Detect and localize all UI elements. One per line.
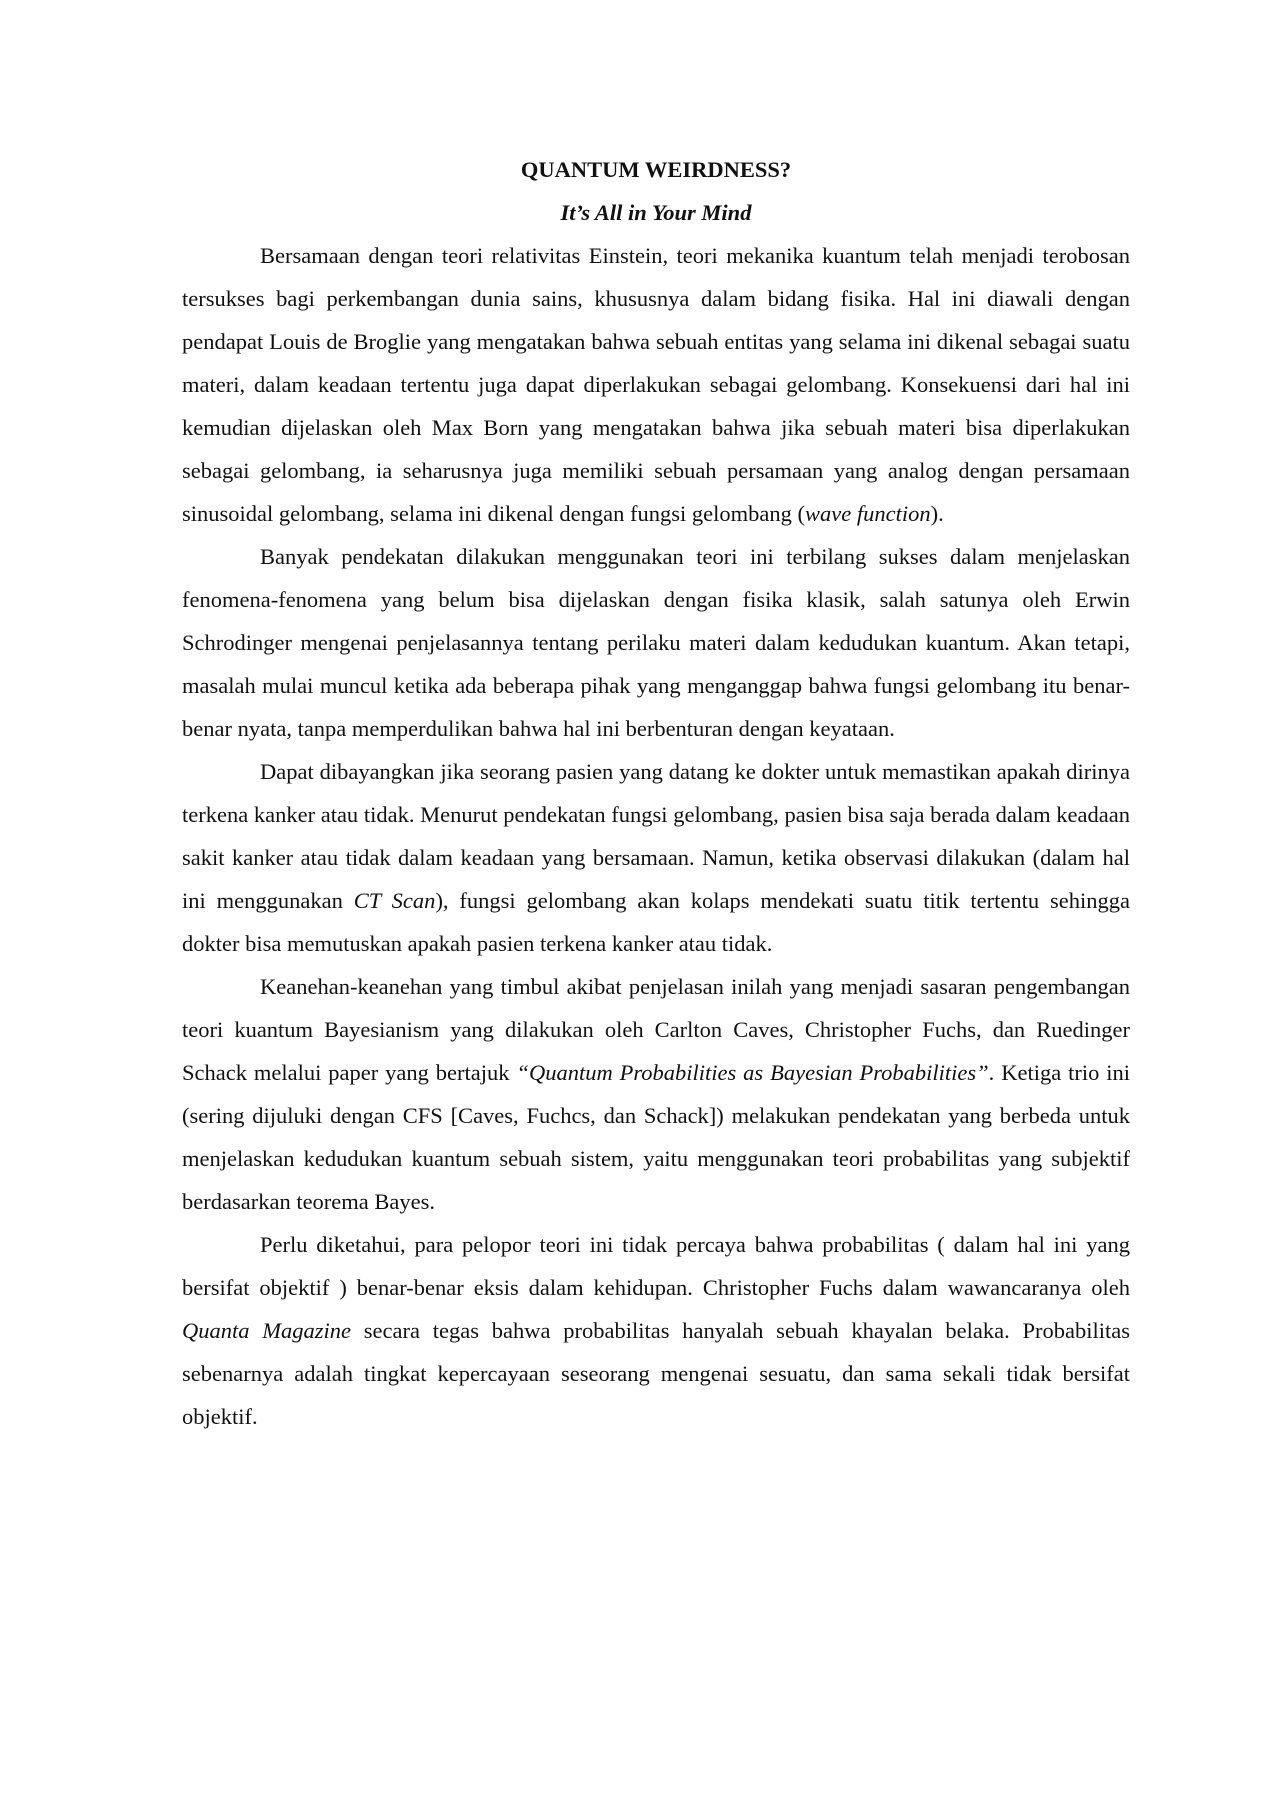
document-subtitle: It’s All in Your Mind xyxy=(560,200,752,225)
paragraph-2 xyxy=(182,535,1130,750)
document-body xyxy=(182,148,1130,1438)
paragraph-3 xyxy=(182,750,1130,965)
paragraph-1-text-a: Bersamaan dengan teori relativitas Einstein, teori mekanika kuantum telah menjadi terobosan tersukses bagi perkembangan dunia sains, khususnya dalam bidang fisika. Hal ini diawali dengan pendapat Louis de Broglie yang mengatakan bahwa sebuah entitas yang selama ini dikenal sebagai suatu materi, dalam keadaan tertentu juga dapat diperlakukan sebagai gelombang. Konsekuensi dari hal ini kemudian dijelaskan oleh Max Born yang mengatakan bahwa jika sebuah materi bisa diperlakukan sebagai gelombang, ia seharusnya juga memiliki sebuah persamaan yang analog dengan persamaan sinusoidal gelombang, selama ini dikenal dengan fungsi gelombang ( xyxy=(182,243,1130,526)
paragraph-4-text-a: Keanehan-keanehan yang timbul akibat penjelasan inilah yang menjadi sasaran pengembangan teori kuantum Bayesianism yang dilakukan oleh Carlton Caves, Christopher Fuchs, dan Ruedinger Schack melalui paper yang bertajuk xyxy=(182,974,1130,1085)
paragraph-2-text: Banyak pendekatan dilakukan menggunakan teori ini terbilang sukses dalam menjelaskan fenomena-fenomena yang belum bisa dijelaskan dengan fisika klasik, salah satunya oleh Erwin Schrodinger mengenai penjelasannya tentang perilaku materi dalam kedudukan kuantum. Akan tetapi, masalah mulai muncul ketika ada beberapa pihak yang menganggap bahwa fungsi gelombang itu benar-benar nyata, tanpa memperdulikan bahwa hal ini berbenturan dengan keyataan. xyxy=(182,544,1130,741)
paragraph-5-text-a: Perlu diketahui, para pelopor teori ini tidak percaya bahwa probabilitas ( dalam hal ini yang bersifat objektif ) benar-benar eksis dalam kehidupan. Christopher Fuchs dalam wawancaranya oleh xyxy=(182,1232,1130,1300)
paragraph-4-text-b: . Ketiga trio ini (sering dijuluki dengan CFS [Caves, Fuchcs, dan Schack]) melakukan pendekatan yang berbeda untuk menjelaskan kedudukan kuantum sebuah sistem, yaitu menggunakan teori probabilitas yang subjektif berdasarkan teorema Bayes. xyxy=(182,1060,1130,1214)
paragraph-3-text-a: Dapat dibayangkan jika seorang pasien yang datang ke dokter untuk memastikan apakah dirinya terkena kanker atau tidak. Menurut pendekatan fungsi gelombang, pasien bisa saja berada dalam keadaan sakit kanker atau tidak dalam keadaan yang bersamaan. Namun, ketika observasi dilakukan (dalam hal ini menggunakan xyxy=(182,759,1130,913)
paragraph-3-italic: CT Scan xyxy=(353,888,436,913)
paragraph-5-text-b: secara tegas bahwa probabilitas hanyalah sebuah khayalan belaka. Probabilitas sebenarnya adalah tingkat kepercayaan seseorang mengenai sesuatu, dan sama sekali tidak bersifat objektif. xyxy=(182,1318,1130,1429)
paragraph-1 xyxy=(182,234,1130,535)
paragraph-4 xyxy=(182,965,1130,1223)
paragraph-4-italic: “Quantum Probabilities as Bayesian Probabilities” xyxy=(516,1060,989,1085)
document-title: QUANTUM WEIRDNESS? xyxy=(520,157,792,182)
paragraph-5-italic: Quanta Magazine xyxy=(182,1318,352,1343)
paragraph-3-text-b: ), fungsi gelombang akan kolaps mendekati suatu titik tertentu sehingga dokter bisa memutuskan apakah pasien terkena kanker atau tidak. xyxy=(182,888,1130,956)
paragraph-1-text-b: ). xyxy=(930,501,944,526)
paragraph-5 xyxy=(182,1223,1130,1438)
paragraph-1-italic: wave function xyxy=(805,501,931,526)
